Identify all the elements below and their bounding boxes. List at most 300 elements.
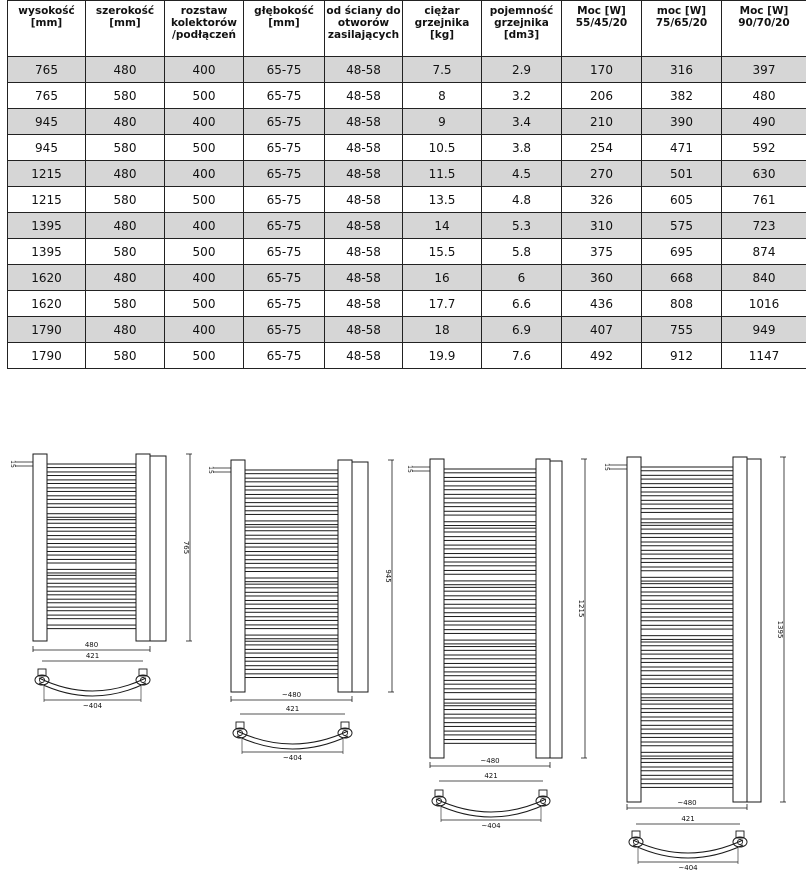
connector-ring <box>432 796 446 806</box>
table-cell: 13.5 <box>403 187 482 213</box>
heating-bar <box>245 609 338 613</box>
left-collector <box>627 457 641 802</box>
heating-bar <box>641 675 733 679</box>
heating-bar <box>444 596 536 600</box>
table-cell: 375 <box>562 239 642 265</box>
table-cell: 500 <box>165 83 244 109</box>
table-cell: 48-58 <box>325 187 403 213</box>
heating-bar <box>47 488 136 492</box>
table-cell: 1790 <box>8 317 86 343</box>
table-cell: 7.6 <box>482 343 562 369</box>
column-header-line: [mm] <box>268 17 300 29</box>
heating-bar <box>444 477 536 481</box>
table-cell: 695 <box>642 239 722 265</box>
heating-bar <box>444 613 536 617</box>
column-header-line: [mm] <box>30 17 63 29</box>
heating-bar <box>641 577 733 581</box>
table-cell: 65-75 <box>244 239 325 265</box>
connector-ring <box>233 728 247 738</box>
table-cell: 17.7 <box>403 291 482 317</box>
heating-bar <box>641 609 733 613</box>
heating-bar <box>641 584 733 588</box>
table-cell: 48-58 <box>325 161 403 187</box>
table-cell: 808 <box>642 291 722 317</box>
heating-bar <box>245 568 338 572</box>
heating-bar <box>245 543 338 547</box>
table-cell: 500 <box>165 291 244 317</box>
table-cell: 580 <box>86 187 165 213</box>
table-cell: 65-75 <box>244 83 325 109</box>
table-cell: 1016 <box>722 291 806 317</box>
connector-ring <box>536 796 550 806</box>
heating-bar <box>444 522 536 526</box>
table-cell: 4.5 <box>482 161 562 187</box>
table-cell: 580 <box>86 83 165 109</box>
heating-bar <box>245 527 338 531</box>
table-cell: 16 <box>403 265 482 291</box>
heating-bar <box>444 680 536 684</box>
heating-bar <box>245 649 338 653</box>
heating-bar <box>641 492 733 496</box>
connector-ring <box>733 837 747 847</box>
heating-bar <box>641 534 733 538</box>
heating-bar <box>641 694 733 698</box>
heating-bar <box>444 663 536 667</box>
heating-bar <box>245 503 338 507</box>
table-cell: 397 <box>722 57 806 83</box>
table-cell: 580 <box>86 343 165 369</box>
heating-bar <box>444 581 536 585</box>
left-collector <box>33 454 47 641</box>
column-header-line: wysokość <box>18 5 75 17</box>
heating-bar <box>641 617 733 621</box>
table-cell: 390 <box>642 109 722 135</box>
heating-bar <box>641 475 733 479</box>
heating-bar <box>444 655 536 659</box>
curved-bar-plan <box>237 731 348 744</box>
heating-bar <box>245 674 338 678</box>
column-header-line: 90/70/20 <box>738 17 790 29</box>
heating-bar <box>444 604 536 608</box>
collector-side-view <box>352 462 368 692</box>
table-cell: 7.5 <box>403 57 482 83</box>
table-cell: 19.9 <box>403 343 482 369</box>
column-header-line: ciężar <box>424 5 460 17</box>
top-offset-label: 15 <box>603 463 610 471</box>
heating-bar <box>245 641 338 645</box>
heating-bar <box>444 640 536 644</box>
column-header-line: pojemność <box>489 5 554 17</box>
heating-bar <box>641 767 733 771</box>
table-cell: 605 <box>642 187 722 213</box>
table-cell: 501 <box>642 161 722 187</box>
curved-bar-plan <box>633 840 743 853</box>
heating-bar <box>444 587 536 591</box>
table-cell: 48-58 <box>325 239 403 265</box>
heating-bar <box>245 478 338 482</box>
table-cell: 755 <box>642 317 722 343</box>
column-header-line: kolektorów <box>171 17 237 29</box>
spacing-label: 421 <box>285 705 300 713</box>
column-header-line: otworów <box>337 17 390 29</box>
heating-bar <box>444 545 536 549</box>
heating-bar <box>444 731 536 735</box>
heating-bar <box>444 469 536 473</box>
spacing-label: 421 <box>484 772 498 780</box>
heating-bar <box>245 470 338 474</box>
column-header-line: 75/65/20 <box>655 17 708 29</box>
heating-bar <box>444 562 536 566</box>
table-cell: 206 <box>562 83 642 109</box>
table-cell: 9 <box>403 109 482 135</box>
table-cell: 48-58 <box>325 265 403 291</box>
heating-bar <box>444 706 536 710</box>
table-cell: 1620 <box>8 265 86 291</box>
heating-bar <box>47 607 136 611</box>
heating-bar <box>641 742 733 746</box>
heating-bar <box>47 464 136 468</box>
height-label: 1395 <box>776 620 784 639</box>
table-cell: 500 <box>165 187 244 213</box>
heating-bar <box>641 542 733 546</box>
heating-bar <box>245 560 338 564</box>
table-cell: 4.8 <box>482 187 562 213</box>
column-header-line: moc [W] <box>656 5 707 17</box>
table-cell: 400 <box>165 161 244 187</box>
table-cell: 630 <box>722 161 806 187</box>
table-cell: 270 <box>562 161 642 187</box>
heating-bar <box>444 537 536 541</box>
collector-side-view <box>150 456 166 641</box>
heating-bar <box>245 578 338 582</box>
right-collector <box>136 454 150 641</box>
table-cell: 8 <box>403 83 482 109</box>
heating-bar <box>47 514 136 518</box>
depth-label: ~404 <box>82 702 103 710</box>
table-cell: 10.5 <box>403 135 482 161</box>
table-cell: 6.6 <box>482 291 562 317</box>
heating-bar <box>47 504 136 508</box>
table-cell: 18 <box>403 317 482 343</box>
collector-side-view <box>550 461 562 758</box>
heating-bar <box>641 717 733 721</box>
column-header-line: 55/45/20 <box>575 17 628 29</box>
table-cell: 48-58 <box>325 317 403 343</box>
table-cell: 5.3 <box>482 213 562 239</box>
table-cell: 575 <box>642 213 722 239</box>
radiator-drawing <box>207 460 394 762</box>
table-cell: 874 <box>722 239 806 265</box>
radiator-drawing <box>603 457 786 871</box>
heating-bar <box>245 666 338 670</box>
table-cell: 2.9 <box>482 57 562 83</box>
radiator-drawing <box>406 459 587 830</box>
heating-bar <box>641 650 733 654</box>
table-cell: 471 <box>642 135 722 161</box>
column-header-line: [kg] <box>429 29 455 41</box>
table-cell: 1215 <box>8 161 86 187</box>
heating-bar <box>641 525 733 529</box>
heating-bar <box>47 520 136 524</box>
heating-bar <box>444 511 536 515</box>
table-cell: 65-75 <box>244 57 325 83</box>
heating-bar <box>47 480 136 484</box>
heating-bar <box>444 621 536 625</box>
table-cell: 6.9 <box>482 317 562 343</box>
heating-bar <box>444 494 536 498</box>
heating-bar <box>444 740 536 744</box>
table-cell: 840 <box>722 265 806 291</box>
table-cell: 761 <box>722 187 806 213</box>
curved-bar-plan <box>39 678 146 691</box>
table-cell: 400 <box>165 317 244 343</box>
table-cell: 500 <box>165 135 244 161</box>
column-header-line: grzejnika <box>494 17 549 29</box>
heating-bar <box>444 486 536 490</box>
collector-side-view <box>747 459 761 802</box>
table-cell: 480 <box>86 109 165 135</box>
table-cell: 170 <box>562 57 642 83</box>
table-cell: 48-58 <box>325 109 403 135</box>
height-label: 765 <box>182 540 190 555</box>
heating-bar <box>641 592 733 596</box>
width-label: 480 <box>84 641 99 649</box>
heating-bar <box>641 636 733 640</box>
heating-bar <box>444 554 536 558</box>
curved-bar-plan <box>436 799 546 812</box>
table-cell: 6 <box>482 265 562 291</box>
column-header-line: Moc [W] <box>577 5 626 17</box>
column-header-line: [mm] <box>109 17 141 29</box>
table-cell: 949 <box>722 317 806 343</box>
heating-bar <box>47 528 136 532</box>
heating-bar <box>444 647 536 651</box>
heating-bar <box>444 528 536 532</box>
table-cell: 407 <box>562 317 642 343</box>
heating-bar <box>245 486 338 490</box>
connector-ring <box>136 675 150 685</box>
heating-bar <box>245 511 338 515</box>
table-cell: 492 <box>562 343 642 369</box>
heating-bar <box>47 615 136 619</box>
table-cell: 15.5 <box>403 239 482 265</box>
table-cell: 1620 <box>8 291 86 317</box>
left-collector <box>430 459 444 758</box>
heating-bar <box>444 689 536 693</box>
heating-bar <box>47 551 136 555</box>
table-cell: 5.8 <box>482 239 562 265</box>
table-cell: 400 <box>165 57 244 83</box>
table-cell: 436 <box>562 291 642 317</box>
table-cell: 592 <box>722 135 806 161</box>
height-label: 945 <box>384 569 392 583</box>
heating-bar <box>641 567 733 571</box>
heating-bar <box>641 709 733 713</box>
depth-label: ~404 <box>481 822 501 830</box>
table-cell: 48-58 <box>325 57 403 83</box>
table-cell: 1790 <box>8 343 86 369</box>
table-cell: 48-58 <box>325 291 403 317</box>
spacing-label: 421 <box>85 652 100 660</box>
table-cell: 1147 <box>722 343 806 369</box>
heating-bar <box>641 659 733 663</box>
heating-bar <box>641 684 733 688</box>
heating-bar <box>444 723 536 727</box>
heating-bar <box>47 544 136 548</box>
heating-bar <box>641 559 733 563</box>
table-cell: 765 <box>8 83 86 109</box>
top-offset-label: 15 <box>207 466 214 474</box>
table-cell: 400 <box>165 213 244 239</box>
heating-bar <box>444 503 536 507</box>
depth-label: ~404 <box>678 864 698 871</box>
table-cell: 254 <box>562 135 642 161</box>
table-cell: 580 <box>86 135 165 161</box>
table-cell: 1395 <box>8 213 86 239</box>
connector-ring <box>629 837 643 847</box>
table-cell: 723 <box>722 213 806 239</box>
heating-bar <box>245 625 338 629</box>
table-cell: 480 <box>86 161 165 187</box>
table-cell: 14 <box>403 213 482 239</box>
heating-bar <box>641 784 733 788</box>
table-cell: 945 <box>8 135 86 161</box>
heating-bar <box>641 775 733 779</box>
right-collector <box>338 460 352 692</box>
heating-bar <box>641 500 733 504</box>
heating-bar <box>641 550 733 554</box>
table-cell: 480 <box>86 265 165 291</box>
left-collector <box>231 460 245 692</box>
table-cell: 48-58 <box>325 343 403 369</box>
table-cell: 65-75 <box>244 291 325 317</box>
top-offset-label: 15 <box>9 460 16 468</box>
connector-ring <box>338 728 352 738</box>
depth-label: ~404 <box>282 754 303 762</box>
heating-bar <box>444 630 536 634</box>
heating-bar <box>47 575 136 579</box>
heating-bar <box>245 584 338 588</box>
connector-ring <box>35 675 49 685</box>
table-cell: 500 <box>165 239 244 265</box>
heating-bar <box>444 714 536 718</box>
table-cell: 65-75 <box>244 213 325 239</box>
heating-bar <box>47 569 136 573</box>
heating-bar <box>245 552 338 556</box>
table-cell: 3.2 <box>482 83 562 109</box>
table-cell: 65-75 <box>244 317 325 343</box>
table-cell: 65-75 <box>244 187 325 213</box>
heating-bar <box>444 699 536 703</box>
table-cell: 668 <box>642 265 722 291</box>
table-cell: 1215 <box>8 187 86 213</box>
heating-bar <box>444 672 536 676</box>
table-cell: 480 <box>722 83 806 109</box>
table-cell: 500 <box>165 343 244 369</box>
table-cell: 65-75 <box>244 343 325 369</box>
table-cell: 1395 <box>8 239 86 265</box>
heating-bar <box>245 600 338 604</box>
height-label: 1215 <box>577 599 585 618</box>
column-header-line: Moc [W] <box>739 5 789 17</box>
width-label: ~480 <box>281 691 302 699</box>
heating-bar <box>245 494 338 498</box>
table-cell: 490 <box>722 109 806 135</box>
table-cell: 48-58 <box>325 213 403 239</box>
table-cell: 210 <box>562 109 642 135</box>
heating-bar <box>245 521 338 525</box>
heating-bar <box>641 752 733 756</box>
column-header-line: od ściany do <box>326 5 401 17</box>
table-cell: 310 <box>562 213 642 239</box>
heating-bar <box>47 559 136 563</box>
heating-bar <box>641 700 733 704</box>
heating-bar <box>641 759 733 763</box>
table-cell: 11.5 <box>403 161 482 187</box>
spacing-label: 421 <box>681 815 695 823</box>
table-cell: 945 <box>8 109 86 135</box>
heating-bar <box>245 535 338 539</box>
heating-bar <box>245 617 338 621</box>
radiator-drawing <box>9 454 192 710</box>
table-cell: 400 <box>165 109 244 135</box>
heating-bar <box>245 635 338 639</box>
column-header-line: /podłączeń <box>172 29 236 41</box>
column-header-line: grzejnika <box>414 17 470 29</box>
column-header-line: [dm3] <box>503 29 540 41</box>
table-cell: 580 <box>86 291 165 317</box>
heating-bar <box>47 591 136 595</box>
heating-bar <box>641 519 733 523</box>
table-cell: 3.4 <box>482 109 562 135</box>
table-cell: 65-75 <box>244 161 325 187</box>
heating-bar <box>641 725 733 729</box>
table-cell: 48-58 <box>325 83 403 109</box>
heating-bar <box>641 509 733 513</box>
heating-bar <box>641 467 733 471</box>
column-header-line: głębokość <box>254 5 314 17</box>
heating-bar <box>641 625 733 629</box>
table-cell: 382 <box>642 83 722 109</box>
table-cell: 360 <box>562 265 642 291</box>
table-cell: 65-75 <box>244 265 325 291</box>
top-offset-label: 15 <box>406 465 413 473</box>
table-cell: 48-58 <box>325 135 403 161</box>
heating-bar <box>47 472 136 476</box>
heating-bar <box>245 658 338 662</box>
table-cell: 65-75 <box>244 109 325 135</box>
heating-bar <box>47 583 136 587</box>
table-cell: 326 <box>562 187 642 213</box>
table-cell: 480 <box>86 317 165 343</box>
heating-bar <box>47 625 136 629</box>
table-cell: 912 <box>642 343 722 369</box>
table-cell: 765 <box>8 57 86 83</box>
heating-bar <box>641 484 733 488</box>
table-cell: 480 <box>86 213 165 239</box>
table-cell: 400 <box>165 265 244 291</box>
right-collector <box>536 459 550 758</box>
heating-bar <box>47 599 136 603</box>
heating-bar <box>641 600 733 604</box>
heating-bar <box>444 570 536 574</box>
heating-bar <box>245 592 338 596</box>
column-header-line: szerokość <box>95 5 155 17</box>
table-cell: 65-75 <box>244 135 325 161</box>
heating-bar <box>641 667 733 671</box>
table-cell: 3.8 <box>482 135 562 161</box>
heating-bar <box>641 734 733 738</box>
